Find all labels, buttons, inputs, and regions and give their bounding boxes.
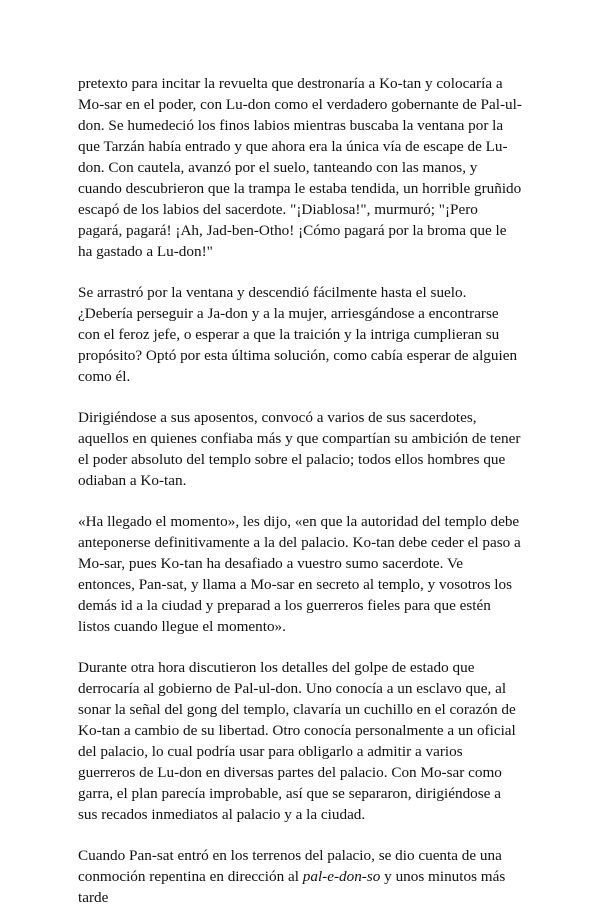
paragraph: «Ha llegado el momento», les dijo, «en que la autoridad del templo debe anteponerse definitivamente a la del palacio. Ko-tan debe ceder el paso a Mo-sar, pues Ko-tan ha desafiado a vuestro sumo sacerdote. Ve entonces, Pan-sat, y llama a Mo-sar en secreto al templo, y vosotros los demás id a la ciudad y preparad a los guerreros fieles para que estén listos cuando llegue el momento». [78,513,521,635]
paragraph: Dirigiéndose a sus aposentos, convocó a varios de sus sacerdotes, aquellos en quienes confiaba más y que compartían su ambición de tener el poder absoluto del templo sobre el palacio; todos ellos hombres que odiaban a Ko-tan. [78,409,521,489]
paragraph: Se arrastró por la ventana y descendió fácilmente hasta el suelo. ¿Debería perseguir a Ja-don y a la mujer, arriesgándose a encontrarse con el feroz jefe, o esperar a que la traición y la intriga cumplieran su propósito? Optó por esta última solución, como cabía esperar de alguien como él. [78,284,518,385]
paragraph: Durante otra hora discutieron los detalles del golpe de estado que derrocaría al gobierno de Pal-ul-don. Uno conocía a un esclavo que, al sonar la señal del gong del templo, clavaría un cuchillo en el corazón de Ko-tan a cambio de su libertad. Otro conocía personalmente a un oficial del palacio, lo cual podría usar para obligarlo a admitir a varios guerreros de Lu-don en diversas partes del palacio. Con Mo-sar como garra, el plan parecía improbable, así que se separaron, dirigiéndose a sus recados inmediatos al palacio y a la ciudad. [78,659,516,823]
paragraph-text: Cuando Pan-sat entró en los terrenos del palacio, se dio cuenta de una conmoción repentina en dirección al [78,847,502,885]
paragraph-text: y unos minutos más tarde [78,868,506,906]
italic-term: pal-e-don-so [302,868,381,885]
paragraph: pretexto para incitar la revuelta que destronaría a Ko-tan y colocaría a Mo-sar en el poder, con Lu-don como el verdadero gobernante de Pal-ul-don. Se humedeció los finos labios mientras buscaba la ventana por la que Tarzán había entrado y que ahora era la única vía de escape de Lu-don. Con cautela, avanzó por el suelo, tanteando con las manos, y cuando descubrieron que la trampa le estaba tendida, un horrible gruñido escapó de los labios del sacerdote. "¡Diablosa!", murmuró; "¡Pero pagará, pagará! ¡Ah, Jad-ben-Otho! ¡Cómo pagará por la broma que le ha gastado a Lu-don!" [78,75,522,260]
paragraph-last [78,845,522,908]
